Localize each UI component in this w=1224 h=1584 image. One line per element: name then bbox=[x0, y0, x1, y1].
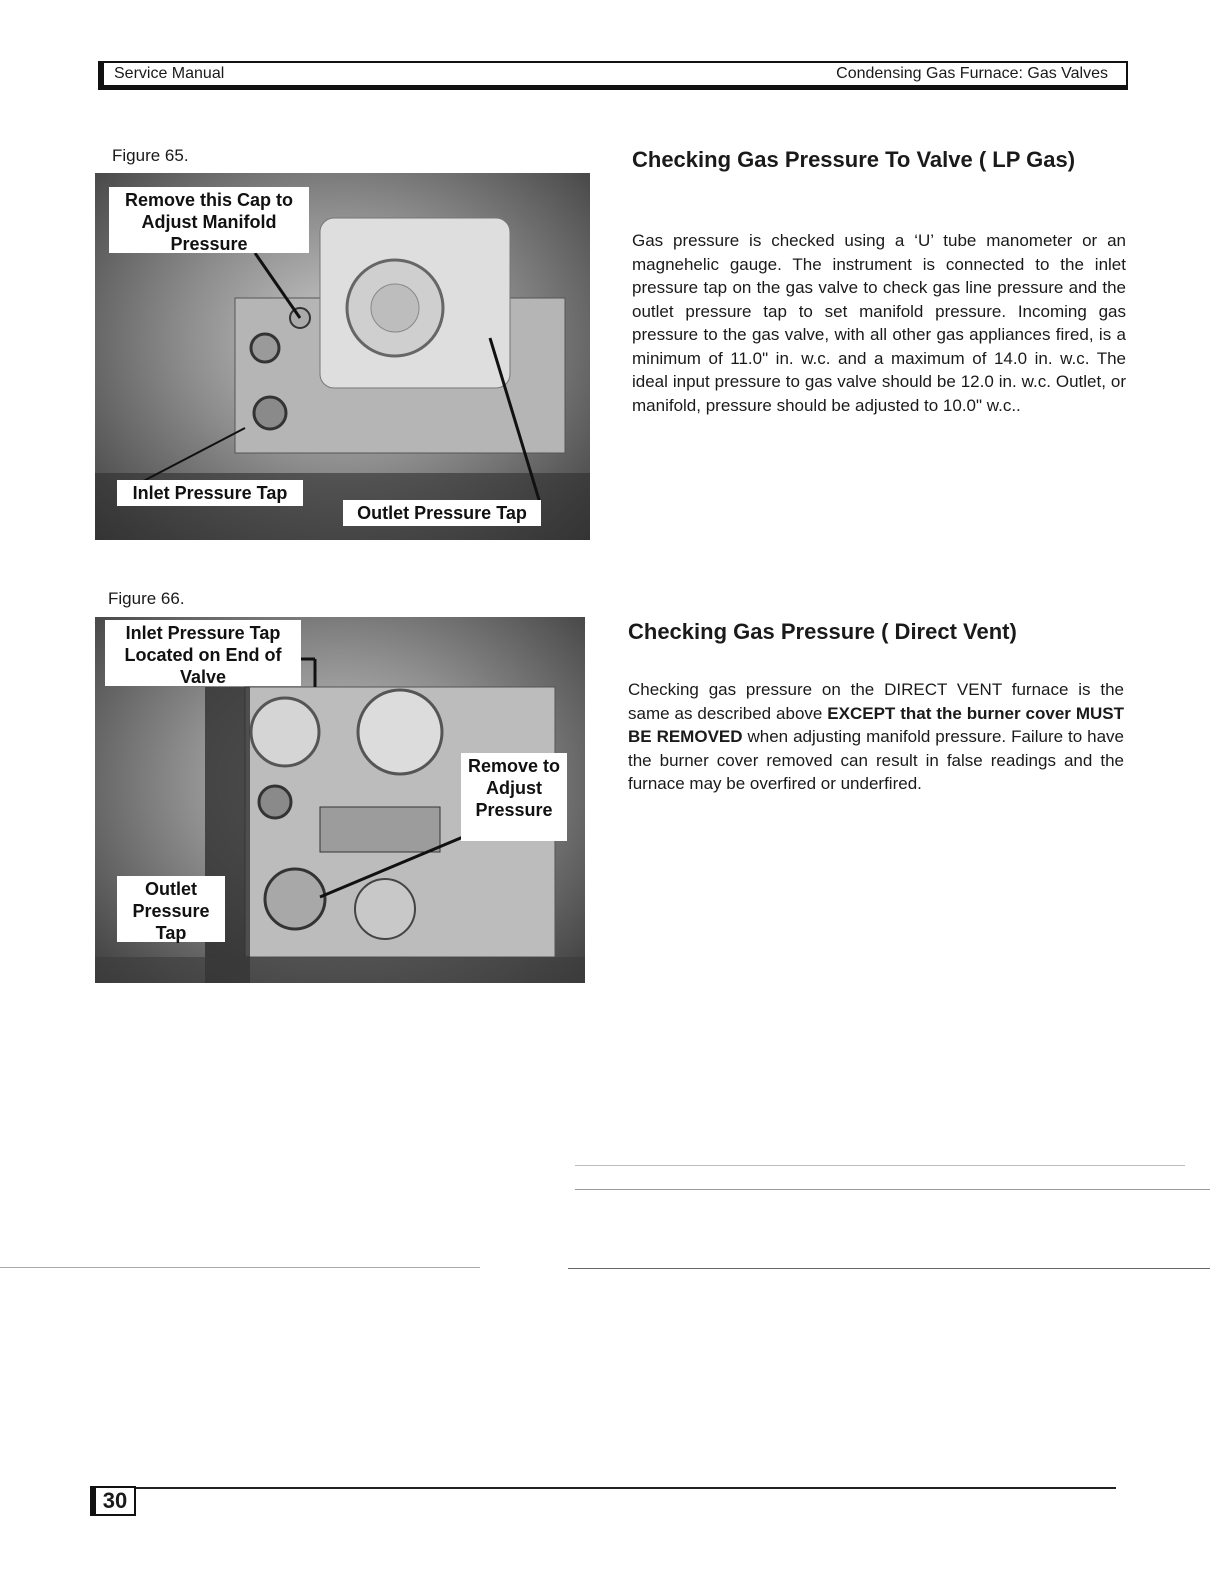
page-header bbox=[98, 61, 1128, 87]
figure-65-photo bbox=[95, 173, 590, 540]
section-heading-lp-gas: Checking Gas Pressure To Valve ( LP Gas) bbox=[632, 147, 1076, 172]
header-rule bbox=[98, 87, 1128, 90]
scan-artifact-line bbox=[568, 1268, 1210, 1269]
footer-rule bbox=[136, 1487, 1116, 1489]
scan-artifact-line bbox=[575, 1165, 1185, 1166]
header-section-title: Condensing Gas Furnace: Gas Valves bbox=[836, 65, 1108, 82]
header-manual-title: Service Manual bbox=[114, 65, 225, 82]
callout-remove-cap: Remove this Cap to Adjust Manifold Pressure bbox=[109, 187, 309, 253]
scan-artifact-line bbox=[575, 1189, 1210, 1190]
section-body-direct-vent bbox=[628, 678, 1124, 796]
scan-artifact-line bbox=[0, 1267, 480, 1268]
callout-outlet-pressure-tap: Outlet Pressure Tap bbox=[117, 876, 225, 942]
figure-66-photo bbox=[95, 617, 585, 983]
callout-inlet-pressure-tap: Inlet Pressure Tap bbox=[117, 480, 303, 506]
callout-remove-to-adjust: Remove to Adjust Pressure bbox=[461, 753, 567, 841]
section-heading-direct-vent: Checking Gas Pressure ( Direct Vent) bbox=[628, 619, 1017, 644]
body-rest-text: when adjusting manifold pressure. Failure to have the burner cover removed can result in false readings and the furnace may be overfired or underfired. bbox=[628, 727, 1124, 793]
figure-65-caption: Figure 65. bbox=[112, 146, 189, 165]
callout-inlet-pressure-tap-end: Inlet Pressure Tap Located on End of Valve bbox=[105, 620, 301, 686]
figure-66-caption: Figure 66. bbox=[108, 589, 185, 608]
page-number: 30 bbox=[90, 1486, 136, 1516]
body-bold-text: EXCEPT that the burner cover MUST BE REMOVED bbox=[628, 703, 1124, 746]
section-body-lp-gas: Gas pressure is checked using a ‘U’ tube manometer or an magnehelic gauge. The instrument is connected to the inlet pressure tap on the gas valve to check gas line pressure and the outlet pressure tap to set manifold pressure. Incoming gas pressure to the gas valve, with all other gas appliances fired, is a minimum of 11.0" in. w.c. and a maximum of 14.0 in. w.c. The ideal input pressure to gas valve should be 12.0 in. w.c. Outlet, or manifold, pressure should be adjusted to 10.0" w.c.. bbox=[632, 231, 1126, 415]
callout-outlet-pressure-tap: Outlet Pressure Tap bbox=[343, 500, 541, 526]
body-intro-text: Checking gas pressure on the DIRECT VENT furnace is the same as described above bbox=[628, 680, 1124, 723]
